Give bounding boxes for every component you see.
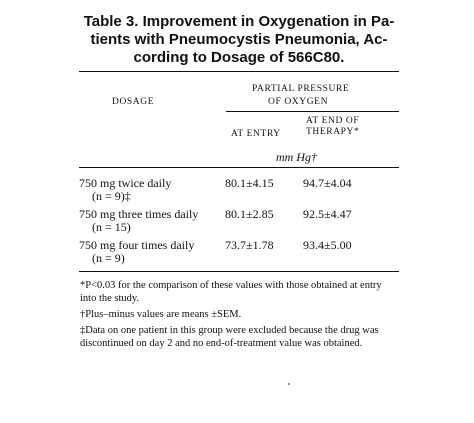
- units-label: mm Hg†: [276, 150, 317, 164]
- partial-pressure-header-line2: OF OXYGEN: [268, 97, 329, 107]
- row-dosage: 750 mg twice daily: [79, 176, 172, 190]
- header-bottom-rule: [79, 167, 399, 168]
- row-end-value: 94.7±4.04: [303, 176, 352, 190]
- row-entry-value: 80.1±4.15: [225, 176, 274, 190]
- dosage-header: DOSAGE: [112, 97, 155, 107]
- footnote-double-dagger: ‡Data on one patient in this group were excluded because the drug was discontinued on day 2 and no end-of-treatment value was obtained.: [80, 325, 379, 349]
- row-end-value: 92.5±4.47: [303, 207, 352, 221]
- footnote-star: *P<0.03 for the comparison of these values with those obtained at entry into the study.: [80, 280, 382, 304]
- top-rule: [79, 71, 399, 72]
- end-header-line1: AT END OF: [306, 116, 360, 126]
- row-dosage: 750 mg three times daily: [79, 207, 199, 221]
- end-header-line2: THERAPY*: [306, 127, 360, 137]
- title-line-2: tients with Pneumocystis Pneumonia, Ac-: [90, 31, 388, 48]
- partial-pressure-header-line1: PARTIAL PRESSURE: [252, 84, 350, 94]
- row-n: (n = 9): [92, 251, 125, 265]
- title-line-1: Table 3. Improvement in Oxygenation in Pa-: [83, 13, 395, 30]
- table-title: [79, 13, 399, 67]
- row-dosage: 750 mg four times daily: [79, 238, 195, 252]
- row-entry-value: 80.1±2.85: [225, 207, 274, 221]
- row-entry-value: 73.7±1.78: [225, 238, 274, 252]
- group-rule: [226, 111, 399, 112]
- stray-mark: [288, 383, 290, 385]
- footnote-dagger: †Plus–minus values are means ±SEM.: [80, 309, 242, 320]
- row-end-value: 93.4±5.00: [303, 238, 352, 252]
- row-n: (n = 15): [92, 220, 131, 234]
- row-n: (n = 9)‡: [92, 189, 131, 203]
- bottom-rule: [79, 271, 399, 272]
- entry-header: AT ENTRY: [231, 129, 281, 139]
- title-line-3: cording to Dosage of 566C80.: [133, 49, 345, 66]
